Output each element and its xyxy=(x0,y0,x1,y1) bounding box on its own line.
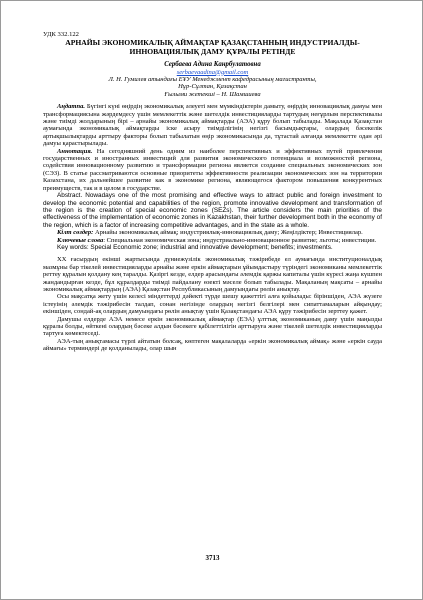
page-number: 3713 xyxy=(205,554,220,562)
body-paragraph-3: Дамушы елдерде АЭА немесе еркін экономикалық аймақтар (ЕЭА) ұлттық экономиканың даму үшін маңызды құралы болды, өйткені олардың бәсеке алдын бәсекеге қабілеттілігін арттыруға және тікелей шетелдік инвестицияларды тартуға көмектеседі. xyxy=(43,315,382,338)
paper-body xyxy=(43,39,382,353)
abstract-russian-label: Аннотация. xyxy=(57,147,93,155)
abstract-english-text: Nowadays one of the most promising and effective ways to attract public and foreign investment to develop the economic potential and capabilities of the region, promote innovative development and transformation of the region is the creation of special economic zones (SEZs). The article considers the main priorities of the effectiveness of the implementation of economic zones in Kazakhstan, their further development both in the economy of the region, which is a factor of increasing competitive advantages, and in the state as a whole. xyxy=(43,192,382,229)
keywords-english-text: : Special Economic zone; industrial and innovative development; benefits; investments. xyxy=(86,243,333,251)
affiliation-line-1: Л. Н. Гумилев атындағы ЕҰУ Менеджмент кафедрасының магистранты, xyxy=(108,76,317,83)
author-email-link[interactable]: serbaevaadina@gmail.com xyxy=(176,68,249,76)
body-paragraph-2: Осы мақсатқа жету үшін келесі міндеттерді дәйекті түрде шешу қажеттігі алға қойылады: біріншіден, АЭА жүзеге істеуінің әлемдік тәжірибесін талдап, сонан негізінде олардың негізгі белгілері мен сипаттамаларын айқындау; екіншіден, сондай-ақ олардың дамуындағы рөлін анықтау үшін Қазақстандағы АЭА құру тәжірибесін зерттеу қажет. xyxy=(43,293,382,316)
title-line-1: АРНАЙЫ ЭКОНОМИКАЛЫҚ АЙМАҚТАР ҚАЗАҚСТАННЫҢ ИНДУСТРИАЛДЫ- xyxy=(65,38,360,47)
body-paragraph-4: АЭА-тың анықтамасы түрлі айтатын болсақ, көптеген мақалаларда «еркін экономикалық аймақ» және «еркін сауда аймағы» терминдері де қолданылады, олар шын xyxy=(43,337,382,353)
body-paragraph-1: XX ғасырдың екінші жартысында дүниежүзілік экономикалық тәжірибеде ел аумағында институционалдық мазмұны бар тікелей инвестицияларды арнайы және еркін аймақтарын ұйымдастыру түріндегі экономиканы мемлекеттік реттеу құралын қолдану кең таралды. Қазіргі кезде, елдер арасындағы әлемдік қаржы капиталы үшін күресі жаңа күшпен жандандырған кезде, бұл құралдарды тиімді пайдалану өзекті мәселе болып табылады. Мақаланың мақсаты – арнайы экономикалық аймақтардың (АЭА) Қазақстан Республикасының дамуындағы рөлін анықтау. xyxy=(43,256,382,293)
keywords-russian xyxy=(43,237,382,244)
abstract-kazakh-text: Бүгінгі күні өңірдің экономикалық әлеуеті мен мүмкіндіктерін дамыту, өңірдің инновациялық дамуы мен трансформациясына жәрдемдесу үшін мемлекеттік және шетелдік инвестицияларды тартудың неғұрлым перспективалы және тиімді жолдарының бірі – арнайы экономикалық аймақтарды (АЭА) құру болып табылады. Мақалада Қазақстан аумағында экономикалық аймақтарды іске асыру тиімділігінің негізгі басымдықтары, олардың бәсекелік артықшылықтарды арттыру факторы болып табылатын өңір экономикасында да, тұтастай алғанда мемлекетте одан әрі дамуы қарастырылады. xyxy=(43,103,382,148)
author-name: Сербаева Адина Канрбулатовна xyxy=(164,61,261,69)
paper-title xyxy=(43,39,382,56)
keywords-kazakh xyxy=(43,229,382,236)
abstract-kazakh-label: Аңдатпа. xyxy=(57,103,85,111)
udk-code: УДК 332.122 xyxy=(43,31,79,38)
abstract-russian xyxy=(43,148,382,192)
keywords-english-label: Key words xyxy=(57,243,87,251)
title-line-2: ИННОВАЦИЯЛЫҚ ДАМУ ҚҰРАЛЫ РЕТІНДЕ xyxy=(129,46,296,56)
keywords-russian-text: : Специальная экономическая зона; индустриально-инновационное развитие; льготы; инвестиции. xyxy=(103,236,377,244)
abstract-english xyxy=(43,192,382,229)
keywords-kazakh-text: Арнайы экономикалық аймақ; индустриялық-инновациялық даму; Жеңілдіктер; Инвестициялар. xyxy=(93,229,363,237)
affiliation-line-2: Нұр-Сұлтан, Қазақстан xyxy=(178,83,247,91)
keywords-kazakh-label: Кілт сөздер: xyxy=(57,229,94,237)
supervisor-line: Ғылыми жетекші – Н. Шамшиева xyxy=(164,90,261,98)
abstract-english-label: Abstract. xyxy=(57,192,83,200)
abstract-russian-text: На сегодняшний день одним из наиболее перспективных и эффективных путей привлечения государственных и иностранных инвестиций для развития экономического потенциала и возможностей региона, содействия инновационному развитию и трансформации региона является создание специальных экономических зон (СЭЗ). В статье рассматриваются основные приоритеты эффективности реализации экономических зон на территории Казахстана, их дальнейшее развитие как в экономике региона, являющегося фактором повышения конкурентных преимуществ, так и в целом в государстве. xyxy=(43,147,382,192)
keywords-english xyxy=(43,244,382,251)
keywords-russian-label: Ключевые слова xyxy=(57,236,104,244)
abstract-kazakh xyxy=(43,103,382,147)
